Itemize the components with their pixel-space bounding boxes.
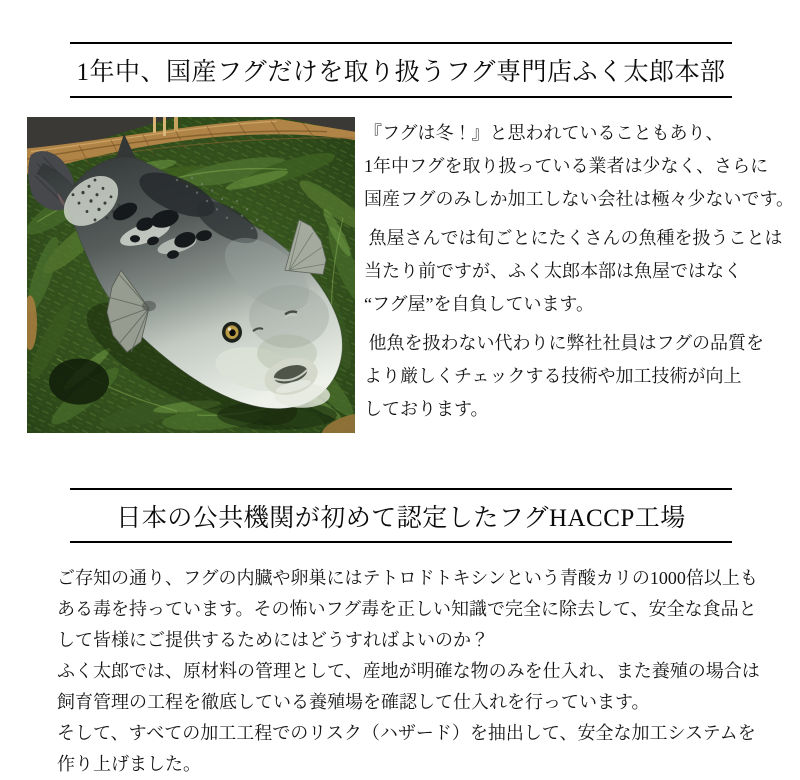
haccp-line: ご存知の通り、フグの内臓や卵巣にはテトロドトキシンという青酸カリの1000倍以上も [57, 568, 758, 588]
intro-paragraph [364, 327, 800, 426]
fugu-photo-illustration [27, 117, 355, 433]
intro-paragraph [364, 222, 800, 321]
intro-line: 魚屋さんでは旬ごとにたくさんの魚種を扱うことは [364, 228, 783, 248]
foliage-shadow-hole [49, 358, 109, 404]
intro-line: しております。 [364, 399, 489, 419]
section-heading-fugu-specialist [70, 42, 732, 98]
section-heading-haccp [70, 488, 732, 543]
heading-text-haccp: 日本の公共機関が初めて認定したフグHACCP工場 [116, 504, 686, 532]
heading-text-fugu-specialist: 1年中、国産フグだけを取り扱うフグ専門店ふく太郎本部 [76, 59, 726, 86]
intro-paragraph [364, 117, 800, 216]
intro-line: 国産フグのみしか加工しない会社は極々少ないです。 [364, 189, 795, 209]
haccp-line: ふく太郎では、原材料の管理として、産地が明確な物のみを仕入れ、また養殖の場合は [57, 661, 760, 681]
haccp-text [57, 563, 793, 780]
intro-line: より厳しくチェックする技術や加工技術が向上 [364, 366, 742, 386]
intro-text [364, 117, 800, 432]
intro-line: 1年中フグを取り扱っている業者は少なく、さらに [364, 156, 769, 176]
haccp-line: ある毒を持っています。その怖いフグ毒を正しい知識で完全に除去して、安全な食品と [57, 599, 757, 619]
haccp-line: そして、すべての加工工程でのリスク（ハザード）を抽出して、安全な加工システムを [57, 723, 756, 743]
intro-line: 他魚を扱わない代わりに弊社社員はフグの品質を [364, 333, 764, 353]
haccp-line: 作り上げました。 [57, 754, 201, 774]
haccp-line: 飼育管理の工程を徹底している養殖場を確認して仕入れを行っています。 [57, 692, 650, 712]
intro-line: 『フグは冬！』と思われていることもあり、 [364, 123, 724, 143]
haccp-line: して皆様にご提供するためにはどうすればよいのか？ [57, 630, 489, 650]
fugu-photo [27, 117, 355, 433]
fish-eye [221, 321, 243, 344]
intro-line: 当たり前ですが、ふく太郎本部は魚屋ではなく [364, 261, 742, 281]
intro-line: “フグ屋”を自負しています。 [364, 294, 594, 314]
